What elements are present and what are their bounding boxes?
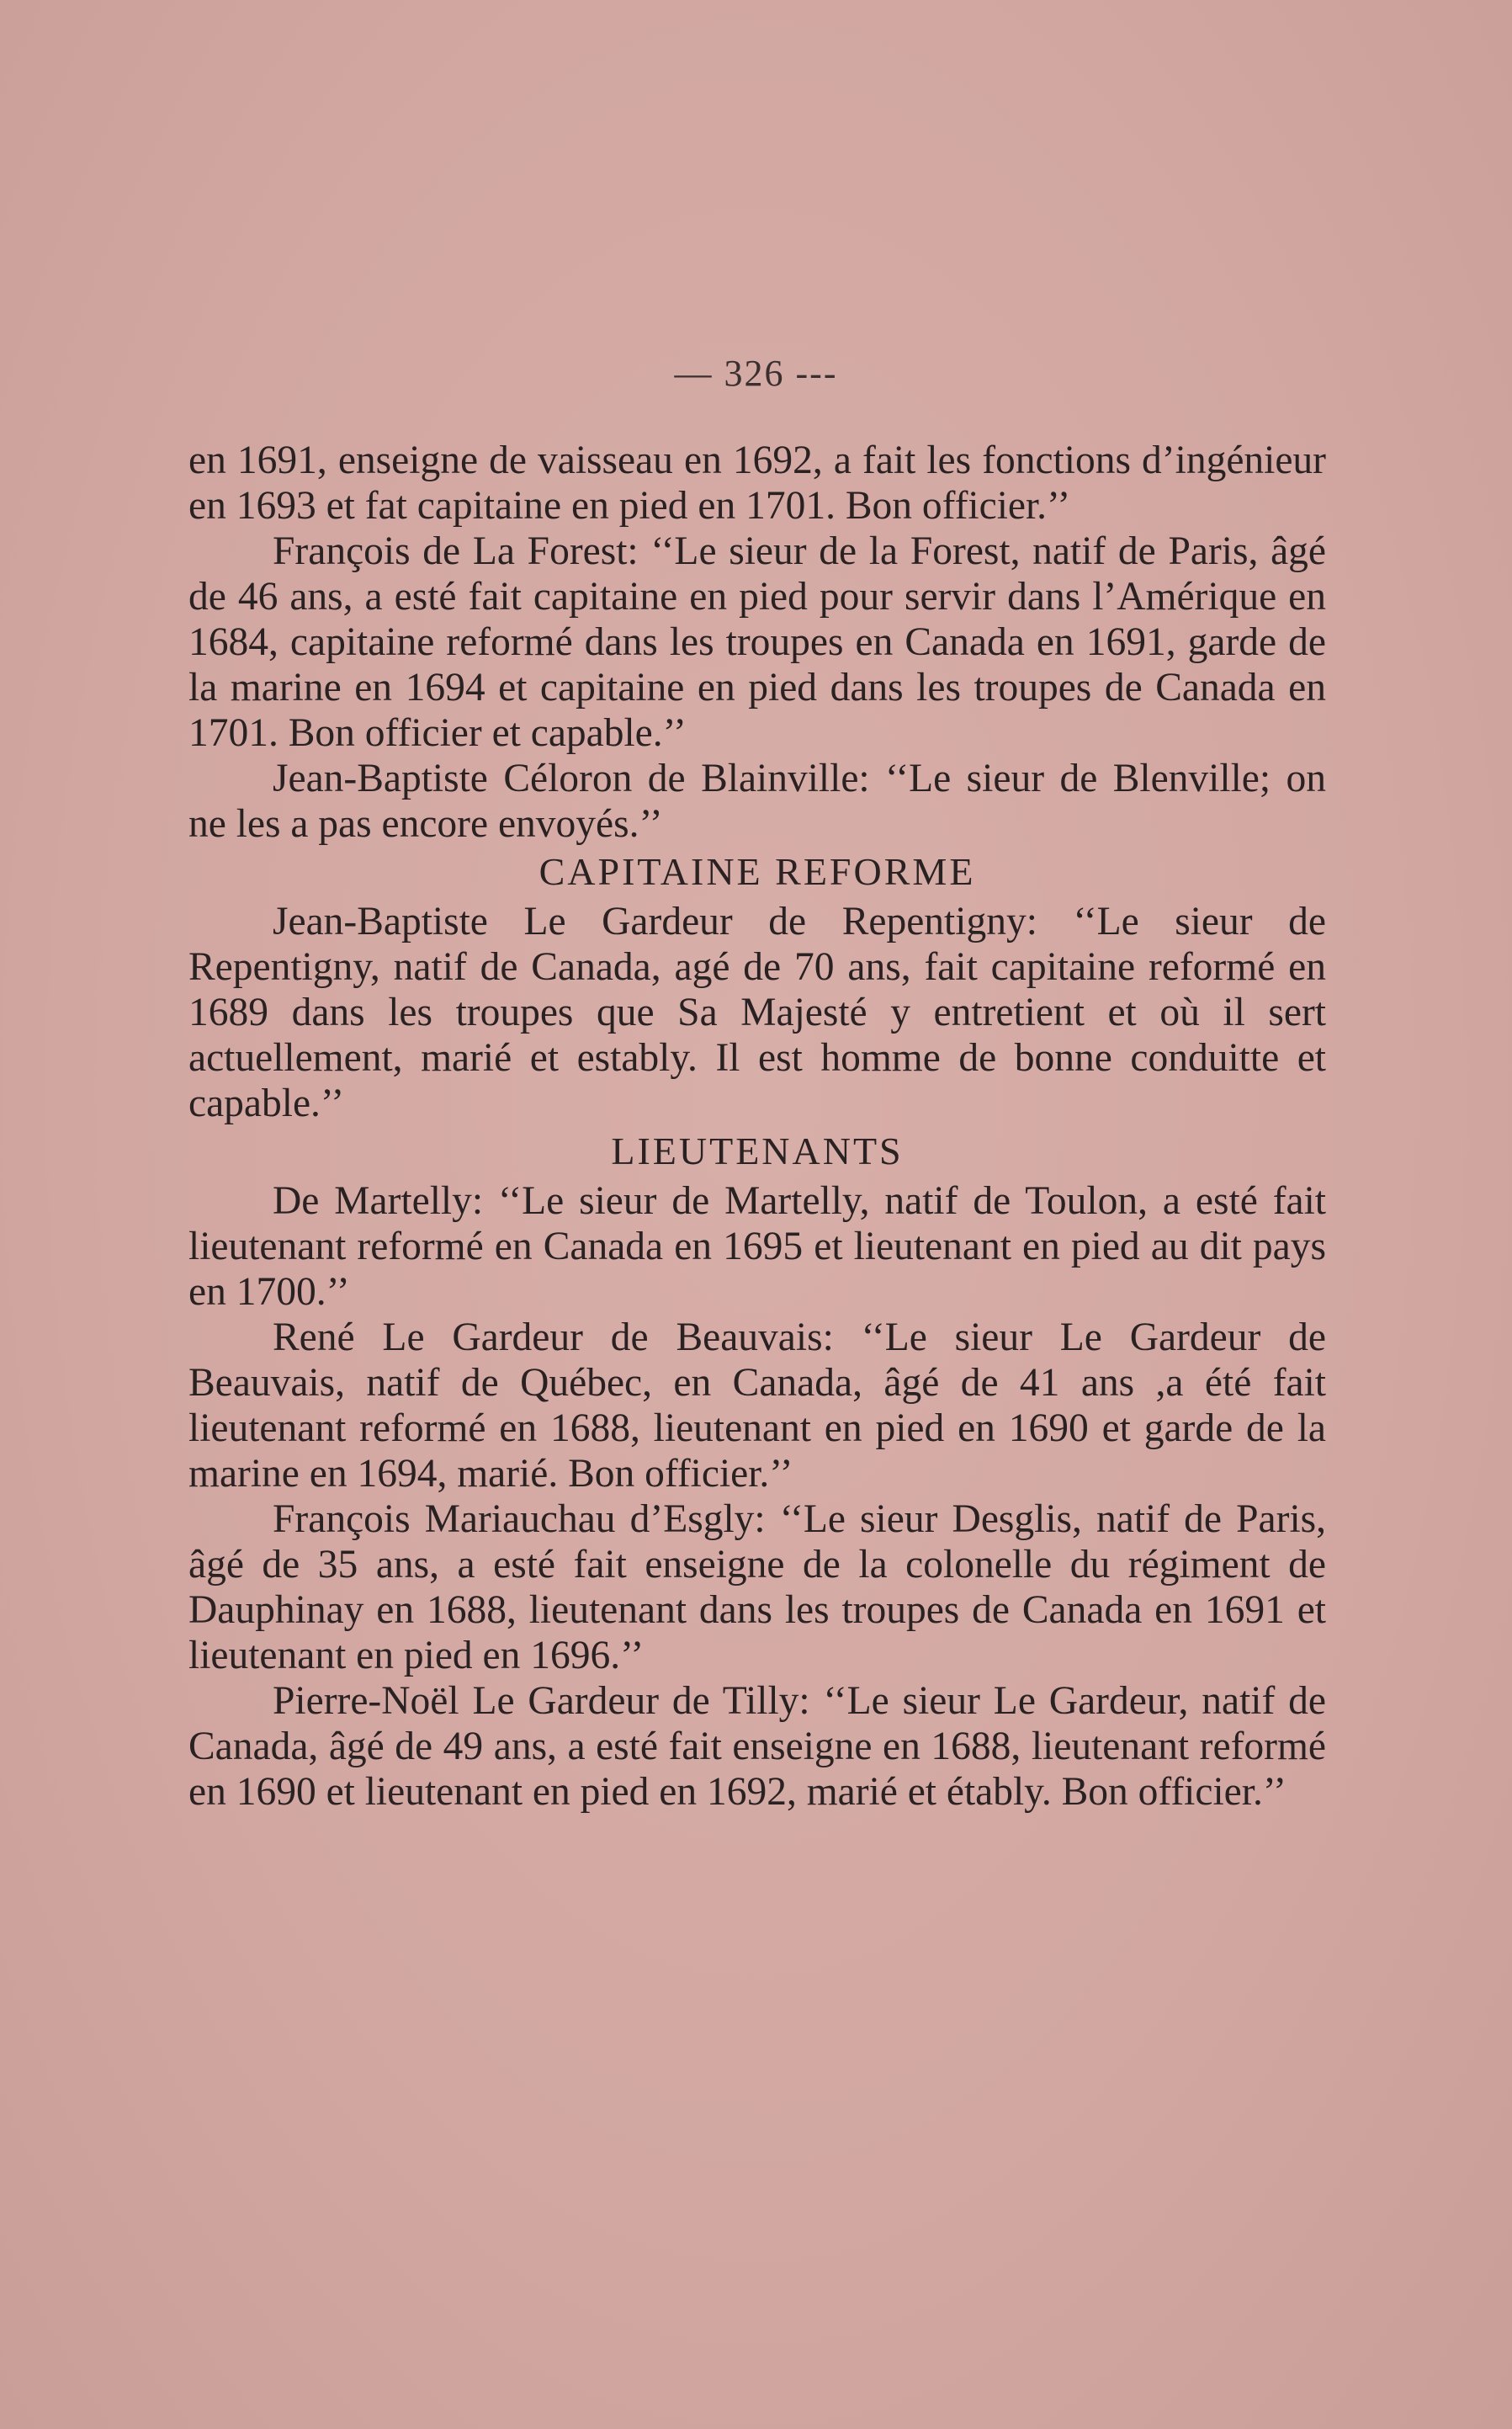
paragraph-beauvais: René Le Gardeur de Beauvais: ‘‘Le sieur Le Gardeur de Beauvais, natif de Québec, en Canada, âgé de 41 ans ,a été fait lieutenant reformé en 1688, lieutenant en pied en 1690 et garde de la marine en 1694, marié. Bon officier.’’ <box>188 1315 1326 1496</box>
section-heading-capitaine-reforme: CAPITAINE REFORME <box>538 850 976 893</box>
page-number: — 326 --- <box>674 353 838 394</box>
paragraph-esgly: François Mariauchau d’Esgly: ‘‘Le sieur Desglis, natif de Paris, âgé de 35 ans, a esté fait enseigne de la colonelle du régiment de Dauphinay en 1688, lieutenant dans les troupes de Canada en 1691 et lieutenant en pied en 1696.’’ <box>188 1497 1326 1677</box>
page-body <box>188 438 1326 1815</box>
paragraph-celoron: Jean-Baptiste Céloron de Blainville: ‘‘Le sieur de Blenville; on ne les a pas encore envoyés.’’ <box>188 757 1326 846</box>
paragraph-martelly: De Martelly: ‘‘Le sieur de Martelly, natif de Toulon, a esté fait lieutenant reformé en Canada en 1695 et lieutenant en pied au dit pays en 1700.’’ <box>188 1179 1326 1314</box>
paragraph-continuation: en 1691, enseigne de vaisseau en 1692, a fait les fonctions d’ingénieur en 1693 et fat capitaine en pied en 1701. Bon officier.’’ <box>188 438 1326 528</box>
paragraph-tilly: Pierre-Noël Le Gardeur de Tilly: ‘‘Le sieur Le Gardeur, natif de Canada, âgé de 49 ans, a esté fait enseigne en 1688, lieutenant reformé en 1690 et lieutenant en pied en 1692, marié et étably. Bon officier.’’ <box>188 1679 1326 1814</box>
paragraph-repentigny: Jean-Baptiste Le Gardeur de Repentigny: ‘‘Le sieur de Repentigny, natif de Canada, agé de 70 ans, fait capitaine reformé en 1689 dans les troupes que Sa Majesté y entretient et où il sert actuellement, marié et estably. Il est homme de bonne conduitte et capable.’’ <box>188 900 1326 1125</box>
paragraph-la-forest: François de La Forest: ‘‘Le sieur de la Forest, natif de Paris, âgé de 46 ans, a esté fait capitaine en pied pour servir dans l’Amérique en 1684, capitaine reformé dans les troupes en Canada en 1691, garde de la marine en 1694 et capitaine en pied dans les troupes de Canada en 1701. Bon officier et capable.’’ <box>188 529 1326 755</box>
section-heading-lieutenants: LIEUTENANTS <box>611 1129 904 1172</box>
